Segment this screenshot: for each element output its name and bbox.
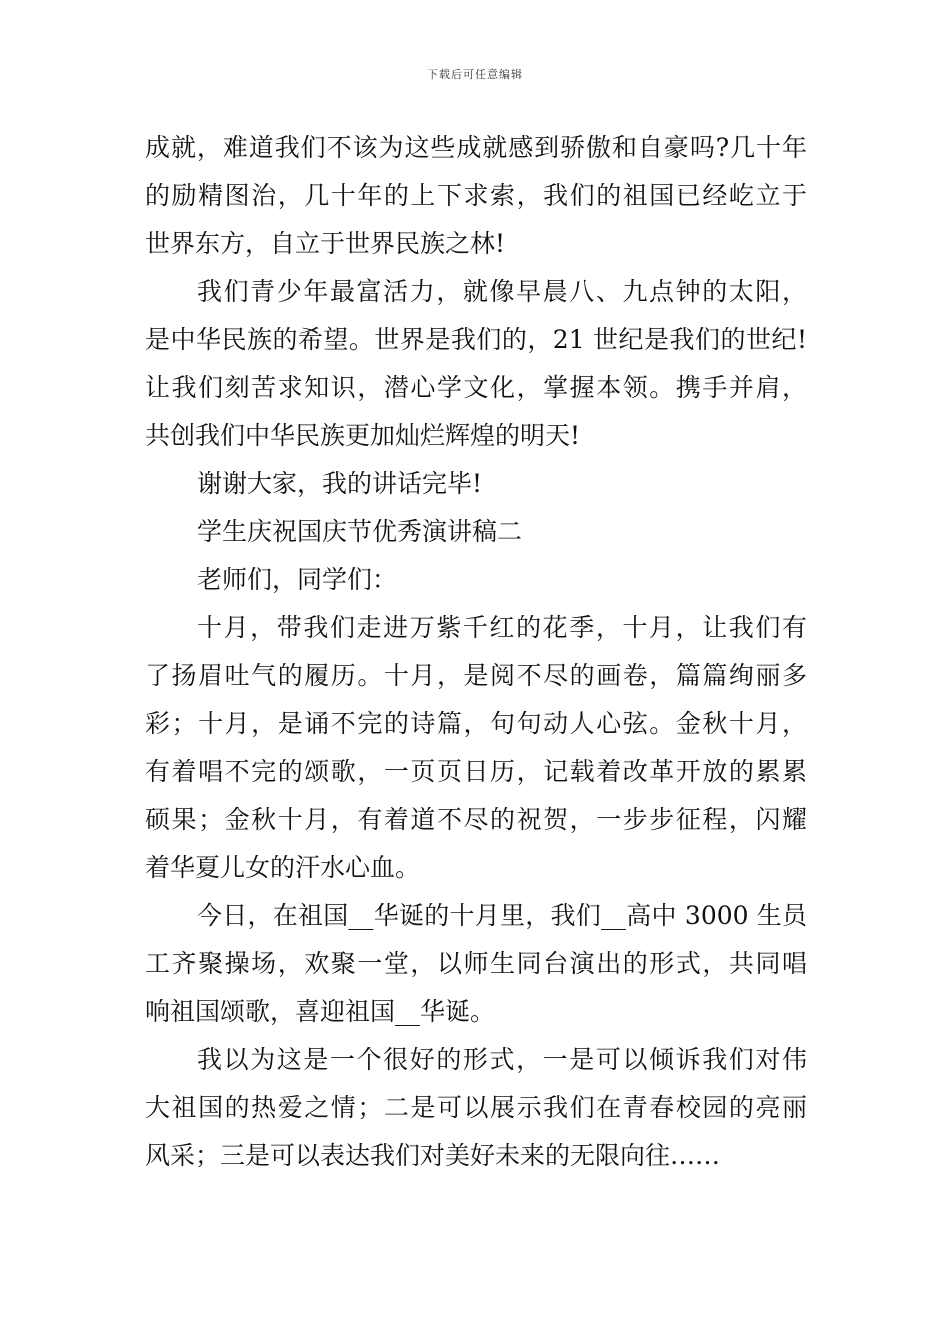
- document-body: [145, 124, 807, 1180]
- text-line: 大祖国的热爱之情；二是可以展示我们在青春校园的亮丽: [145, 1093, 807, 1122]
- text-line: 老师们，同学们：: [197, 565, 398, 594]
- text-line: 今日，在祖国__华诞的十月里，我们__高中 3000 生员: [197, 901, 807, 930]
- text-line: 让我们刻苦求知识，潜心学文化，掌握本领。携手并肩，: [145, 373, 807, 402]
- text-line: 我以为这是一个很好的形式，一是可以倾诉我们对伟: [197, 1045, 807, 1074]
- text-line: 硕果；金秋十月，有着道不尽的祝贺，一步步征程，闪耀: [145, 805, 807, 834]
- text-line: 工齐聚操场，欢聚一堂，以师生同台演出的形式，共同唱: [145, 949, 807, 978]
- text-line: 共创我们中华民族更加灿烂辉煌的明天!: [145, 421, 581, 450]
- text-line: 十月，带我们走进万紫千红的花季，十月，让我们有: [197, 613, 807, 642]
- text-line: 有着唱不完的颂歌，一页页日历，记载着改革开放的累累: [145, 757, 807, 786]
- text-line: 成就，难道我们不该为这些成就感到骄傲和自豪吗?几十年: [145, 133, 807, 162]
- text-line: 的励精图治，几十年的上下求索，我们的祖国已经屹立于: [145, 181, 807, 210]
- text-line: 我们青少年最富活力，就像早晨八、九点钟的太阳，: [197, 277, 807, 306]
- paragraph: [145, 460, 807, 508]
- section-title: [145, 508, 807, 556]
- page-header: 下载后可任意编辑: [427, 68, 523, 81]
- text-line: 风采；三是可以表达我们对美好未来的无限向往……: [145, 1141, 721, 1170]
- salutation: [145, 556, 807, 604]
- paragraph: [145, 268, 807, 460]
- paragraph: [145, 892, 807, 1036]
- text-line: 着华夏儿女的汗水心血。: [145, 853, 421, 882]
- text-line: 世界东方，自立于世界民族之林!: [145, 229, 506, 258]
- paragraph: [145, 124, 807, 268]
- paragraph: [145, 604, 807, 892]
- paragraph: [145, 1036, 807, 1180]
- text-line: 响祖国颂歌，喜迎祖国__华诞。: [145, 997, 496, 1026]
- text-line: 了扬眉吐气的履历。十月，是阅不尽的画卷，篇篇绚丽多: [145, 661, 807, 690]
- text-line: 是中华民族的希望。世界是我们的，21 世纪是我们的世纪!: [145, 325, 807, 354]
- text-line: 彩；十月，是诵不完的诗篇，句句动人心弦。金秋十月，: [145, 709, 807, 738]
- text-line: 谢谢大家，我的讲话完毕!: [197, 469, 483, 498]
- text-line: 学生庆祝国庆节优秀演讲稿二: [197, 517, 523, 546]
